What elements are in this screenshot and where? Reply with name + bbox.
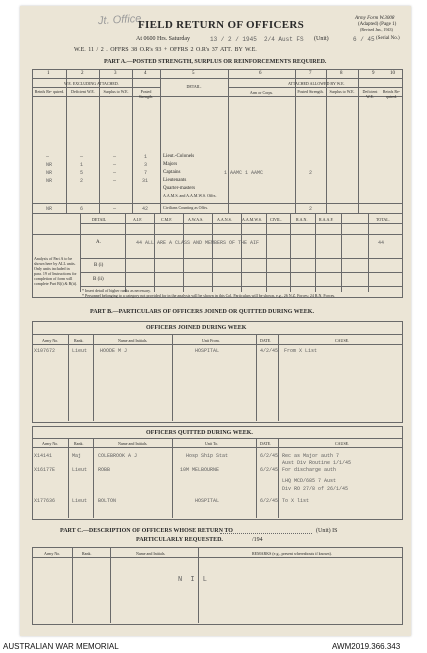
quitted-head: Name and Initials. [118,441,148,446]
col-number: 1 [47,71,50,76]
rank-label: Quarter-masters [163,186,196,191]
part-c-head: Name and Initials. [136,551,166,556]
col-number: 10 [390,71,395,76]
rank-label: A.A.M.S. and A.A.M.W.S. Offrs. [163,193,217,198]
quitted-title: OFFICERS QUITTED DURING WEEK. [146,430,253,436]
joined-cell: X107672 [34,348,56,354]
quitted-head: DATE. [260,441,272,446]
revised-label: (Revised Jan., 1943) [360,27,393,32]
col-number: 4 [144,71,147,76]
quitted-cell: LHQ MCD/685 7 Aust [282,478,337,484]
typed-cell: 7 [144,170,148,176]
typed-cell: 2 [80,178,84,184]
rank-label: Majors [163,162,178,167]
analysis-head: A.A.M.W.S. [242,217,262,222]
col-number: 7 [309,71,312,76]
analysis-head: C.M.F. [161,217,173,222]
joined-cell: 4/2/45 [260,348,279,354]
joined-table [32,321,403,423]
part-a-title: PART A.—POSTED STRENGTH, SURPLUS OR REINFORCEMENTS REQUIRED. [104,59,327,65]
analysis-head: TOTAL. [376,217,390,222]
col-number: 2 [81,71,84,76]
col-head: Reinfs Re- quired. [34,89,65,94]
footnote: * Insert detail of higher ranks as necessary. [82,288,151,293]
quitted-cell: Div RO 27/8 of 26/1/45 [282,486,349,492]
quitted-cell: X14141 [34,453,53,459]
handwritten-note: Jt. Office [97,12,142,28]
quitted-head: Rank. [74,441,84,446]
analysis-row-label: B (i) [94,263,104,268]
form-page [20,6,411,636]
typed-cell: 5 [80,170,84,176]
analysis-head: A.A.N.S. [217,217,232,222]
typed-cell: 1 [144,154,148,160]
part-c-head: Rank. [82,551,92,556]
col-head: Posted Strength. [138,89,154,99]
quitted-cell: HOSPITAL [195,498,220,504]
quitted-cell: Lieut [72,498,88,504]
typed-cell: 3 [144,162,148,168]
analysis-row-label: A. [96,240,101,245]
footer-right: AWM2019.366.343 [332,642,401,651]
col-head: Arm or Corps. [249,90,274,95]
analysis-note: Analysis of Part A to be shown here by ALL units. Only units included in para. 19 of Instructions for completion of form will complete Part B(i) & B(ii). [34,256,78,286]
typed-cell: NR [46,162,53,168]
analysis-head: CIVIL. [270,217,282,222]
joined-cell: Lieut [72,348,88,354]
quitted-cell: X177636 [34,498,56,504]
quitted-cell: Hosp Ship Stat [186,453,229,459]
col-head: DETAIL. [186,84,202,89]
analysis-typed: 44 ALL ARE A CLASS AND MEMBERS OF THE AIF [136,240,260,246]
part-c-title: PART C.—DESCRIPTION OF OFFICERS WHOSE RETURN TO [60,528,233,534]
quitted-cell: 10M MELBOURNE [180,467,220,473]
joined-head: CAUSE. [335,338,350,343]
quitted-cell: Lieut [72,467,88,473]
we-line: W.E. 11 / 2 . OFFRS 38 O.R's 93 + OFFRS 2 O.R's 37 ATT. BY W.E. [74,47,257,53]
army-form-number: Army Form W.3008 [355,16,395,21]
typed-attached-strength: 2 [309,170,313,176]
typed-cell: — [113,154,117,160]
archive-footer [0,640,427,653]
typed-cell: — [80,154,84,160]
col-head: Reinfs Re- quired. [382,89,401,99]
col-number: 3 [114,71,117,76]
quitted-cell: To X list [282,498,310,504]
analysis-head: A.I.F. [133,217,143,222]
quitted-cell: 6/2/45 [260,498,279,504]
rank-label: Civilians Counting as Offrs. [163,205,209,210]
unit-name: 2/4 Aust FS [264,36,304,43]
part-c-nil: N I L [178,576,210,584]
quitted-cell: Aust Div Routine 1/1/45 [282,460,352,466]
rank-label: Lieutenants [163,178,187,183]
part-b-title: PART B.—PARTICULARS OF OFFICERS JOINED OR QUITTED DURING WEEK. [90,309,314,315]
joined-head: Unit From. [202,338,220,343]
quitted-head: Unit To. [205,441,219,446]
footnote: * Personnel belonging to a category not provided for in the analysis will be shown in this Col. Particulars will be shown, e.g., 26 N.Z. Forces; 24 R.N. Forces. [82,293,336,298]
analysis-row-label: B (ii) [93,277,104,282]
return-date: 13 / 2 / 1945 [210,36,257,43]
typed-cell: NR [46,170,53,176]
total-cell: 2 [309,206,313,212]
col-head: Deficient W.E. [71,89,95,94]
joined-cell: HOSPITAL [195,348,220,354]
analysis-head: R.A.A.F. [319,217,334,222]
quitted-cell: Maj [72,453,82,459]
rank-label: Captains [163,170,181,175]
quitted-cell: Rec as Major auth 7 [282,453,340,459]
col-head: Surplus to W.E. [329,89,355,94]
typed-cell: — [113,162,117,168]
joined-cell: HOODE M J [100,348,128,354]
quitted-cell: For discharge auth [282,467,337,473]
total-cell: 6 [80,206,84,212]
rank-label: Lieut.-Colonels [163,154,195,159]
form-title: FIELD RETURN OF OFFICERS [138,19,305,31]
quitted-cell: 6/2/45 [260,453,279,459]
col-head: Deficient W.E. [362,89,378,99]
col-number: 5 [192,71,195,76]
joined-head: DATE. [260,338,272,343]
part-c-subtitle: PARTICULARLY REQUESTED. [136,537,223,543]
col-number: 8 [340,71,343,76]
typed-cell: 31 [142,178,149,184]
col-head: Posted Strength. [297,89,324,94]
col-number: 6 [259,71,262,76]
adapted-label: (Adapted) (Page 1) [358,22,397,27]
part-c-head: REMARKS (e.g., present whereabouts if known). [252,551,332,556]
quitted-cell: BOLTON [98,498,117,504]
col-number: 9 [372,71,375,76]
typed-cell: — [113,178,117,184]
unit-label: (Unit) [314,36,329,42]
analysis-total: 44 [378,240,385,246]
part-c-date: /194 [252,537,263,543]
quitted-head: CAUSE. [335,441,350,446]
quitted-cell: COLEBROOK A J [98,453,138,459]
part-c-table [32,547,403,625]
quitted-head: Army No. [42,441,59,446]
group-header-attached: ATTACHED ALLOWED BY W.E. [288,81,345,86]
analysis-head: R.A.N. [296,217,308,222]
footer-left: AUSTRALIAN WAR MEMORIAL [3,642,119,651]
typed-cell: — [113,170,117,176]
total-cell: 42 [142,206,149,212]
total-cell: — [113,206,117,212]
typed-attached: 1 AAMC 1 AAMC [224,170,264,176]
joined-title: OFFICERS JOINED DURING WEEK [146,325,247,331]
quitted-cell: X16177E [34,467,56,473]
total-cell: NR [46,206,53,212]
joined-head: Name and Initials. [118,338,148,343]
part-c-unit-label: (Unit) IS [316,528,338,534]
typed-cell: 1 [80,162,84,168]
group-header-we: W.E. EXCLUDING ATTACHED. [64,81,119,86]
time-line-label: At 0600 Hrs. Saturday [136,36,190,42]
typed-cell: NR [46,178,53,184]
analysis-head: DETAIL [92,217,107,222]
serial-number: 6 / 45 [353,36,375,43]
quitted-cell: 6/2/45 [260,467,279,473]
analysis-head: A.W.A.S. [188,217,204,222]
joined-head: Rank. [74,338,84,343]
col-head: Surplus to W.E. [103,89,129,94]
quitted-cell: ROBB [98,467,111,473]
joined-cell: From X List [284,348,318,354]
serial-label: (Serial No.) [376,36,400,41]
part-c-head: Army No. [44,551,61,556]
joined-head: Army No. [42,338,59,343]
typed-cell: — [46,154,50,160]
